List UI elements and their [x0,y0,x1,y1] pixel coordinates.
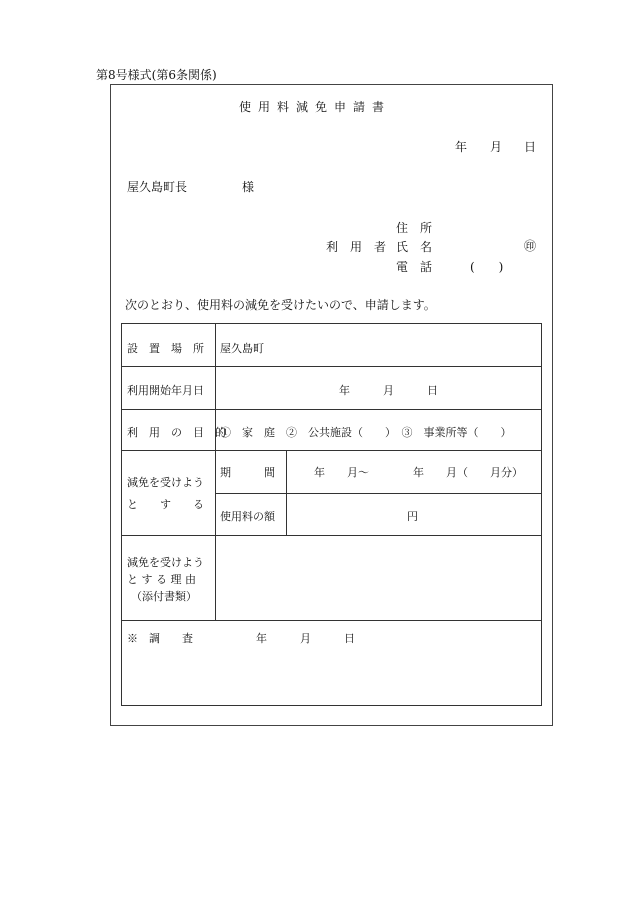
row-divider [122,450,541,451]
applicant-phone-label: 電 話 [396,260,433,274]
form-number: 第8号様式(第6条関係) [96,68,217,82]
period-value: 年 月～ 年 月（ 月分） [314,466,523,479]
column-divider [215,324,216,620]
date-month: 月 [490,140,503,154]
intro-text: 次のとおり、使用料の減免を受けたいので、申請します。 [125,298,436,312]
row-divider [122,409,541,410]
start-date-label: 利用開始年月日 [127,384,204,397]
location-label: 設 置 場 所 [127,342,204,355]
period-label: 期 間 [220,466,275,479]
date-year: 年 [455,140,468,154]
column-divider [286,450,287,535]
row-divider [122,535,541,536]
date-day: 日 [524,140,537,154]
fee-label: 使用料の額 [220,510,275,523]
application-table [121,323,542,706]
location-value: 屋久島町 [220,342,264,355]
purpose-options: ① 家 庭 ② 公共施設（ ） ③ 事業所等（ ） [220,426,512,439]
exemption-label-line2: と す る [127,498,204,511]
start-date-value: 年 月 日 [339,384,438,397]
survey-label: ※ 調 査 [127,632,193,645]
survey-date: 年 月 日 [256,632,355,645]
exemption-label-line1: 減免を受けよう [127,476,204,489]
applicant-heading: 利 用 者 [326,240,387,254]
reason-label-line2: と す る 理 由 [127,573,196,586]
applicant-name-label: 氏 名 [396,240,433,254]
purpose-label: 利 用 の 目 的 [127,426,226,439]
addressee-honorific: 様 [242,180,255,194]
fee-value: 円 [407,510,418,523]
row-divider [215,493,541,494]
reason-label-line1: 減免を受けよう [127,556,204,569]
page-title: 使用料減免申請書 [238,100,391,114]
addressee-name: 屋久島町長 [127,180,188,194]
applicant-address-label: 住 所 [396,221,433,235]
applicant-phone-parens: ( ) [470,260,504,274]
reason-label-line3: （添付書類） [131,590,197,603]
row-divider [122,620,541,621]
seal-mark: ㊞ [524,239,537,253]
row-divider [122,366,541,367]
